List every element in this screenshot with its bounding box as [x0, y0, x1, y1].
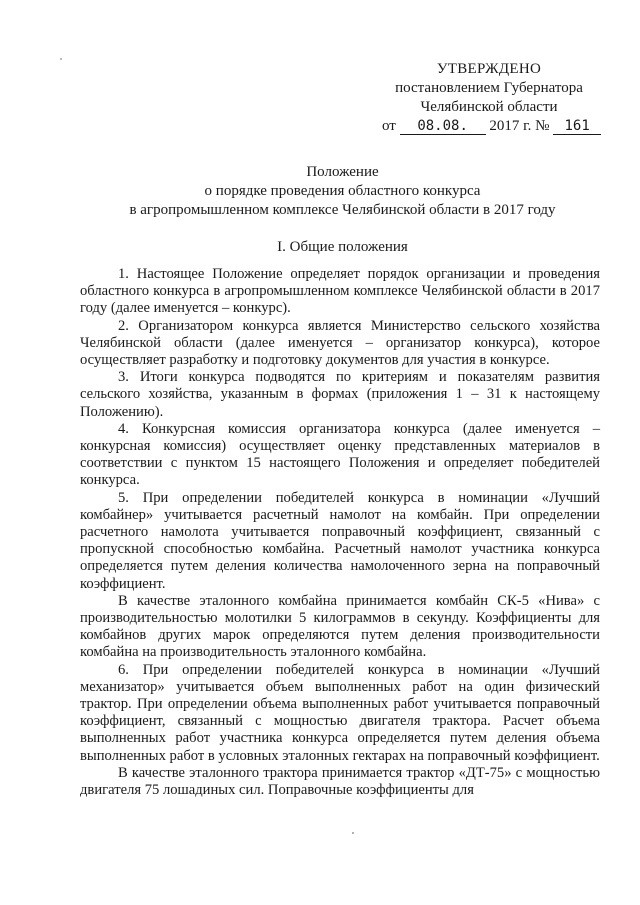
paragraph-7: 6. При определении победителей конкурса в номинации «Лучший механизатор» учитывается объем выполненных работ на один физический трактор. При определении объема выполненных работ учитывается поправочный коэффициент, связанный с мощностью двигателя трактора. Расчет объема выполненных работ участника конкурса определяется путем деления объема выполненных работ в условных эталонных гектарах на поправочный коэффициент. — [80, 661, 600, 764]
paragraph-3: 3. Итоги конкурса подводятся по критериям и показателям развития сельского хозяйства, указанным в формах (приложения 1 – 31 к настоящему Положению). — [80, 369, 600, 420]
year-number-label: 2017 г. № — [489, 118, 550, 134]
section-heading: I. Общие положения — [277, 239, 408, 255]
title-line-3: в агропромышленном комплексе Челябинской области в 2017 году — [129, 202, 556, 218]
paragraph-6: В качестве эталонного комбайна принимается комбайн СК-5 «Нива» с производительностью молотилки 5 килограммов в секунду. Коэффициенты для комбайнов других марок определяются путем деления производительности комбайна на производительность эталонного комбайна. — [80, 592, 600, 661]
handwritten-date: 08.08. — [400, 118, 486, 135]
scan-speck — [60, 58, 62, 60]
approval-date-line — [374, 117, 604, 136]
title-line-2: о порядке проведения областного конкурса — [204, 183, 481, 199]
paragraph-2: 2. Организатором конкурса является Министерство сельского хозяйства Челябинской области (далее именуется – организатор конкурса), которое осуществляет разработку и подготовку документов для участия в конкурсе. — [80, 317, 600, 369]
approval-heading: УТВЕРЖДЕНО — [436, 61, 542, 77]
paragraph-1: 1. Настоящее Положение определяет порядок организации и проведения областного конкурса в агропромышленном комплексе Челябинской области в 2017 году (далее именуется – конкурс). — [80, 266, 600, 317]
paragraph-8: В качестве эталонного трактора принимается трактор «ДТ-75» с мощностью двигателя 75 лошадиных сил. Поправочные коэффициенты для — [80, 764, 600, 799]
document-title — [80, 163, 605, 220]
date-prefix: от — [382, 118, 396, 134]
paragraph-4: 4. Конкурсная комиссия организатора конкурса (далее именуется – конкурсная комиссия) осуществляет оценку представленных материалов в соответствии с пунктом 15 настоящего Положения и определяет победителей конкурса. — [80, 420, 600, 489]
approval-line-2: Челябинской области — [420, 99, 558, 115]
document-body — [80, 266, 600, 799]
scan-speck — [352, 832, 354, 834]
approval-stamp — [374, 60, 604, 136]
paragraph-5: 5. При определении победителей конкурса в номинации «Лучший комбайнер» учитывается расчетный намолот на комбайн. При определении расчетного намолота учитывается поправочный коэффициент, связанный с пропускной способностью комбайна. Расчетный намолот участника конкурса определяется путем деления количества намолоченного зерна на поправочный коэффициент. — [80, 489, 600, 592]
approval-line-1: постановлением Губернатора — [395, 80, 583, 96]
handwritten-number: 161 — [553, 118, 601, 135]
title-line-1: Положение — [306, 164, 379, 180]
